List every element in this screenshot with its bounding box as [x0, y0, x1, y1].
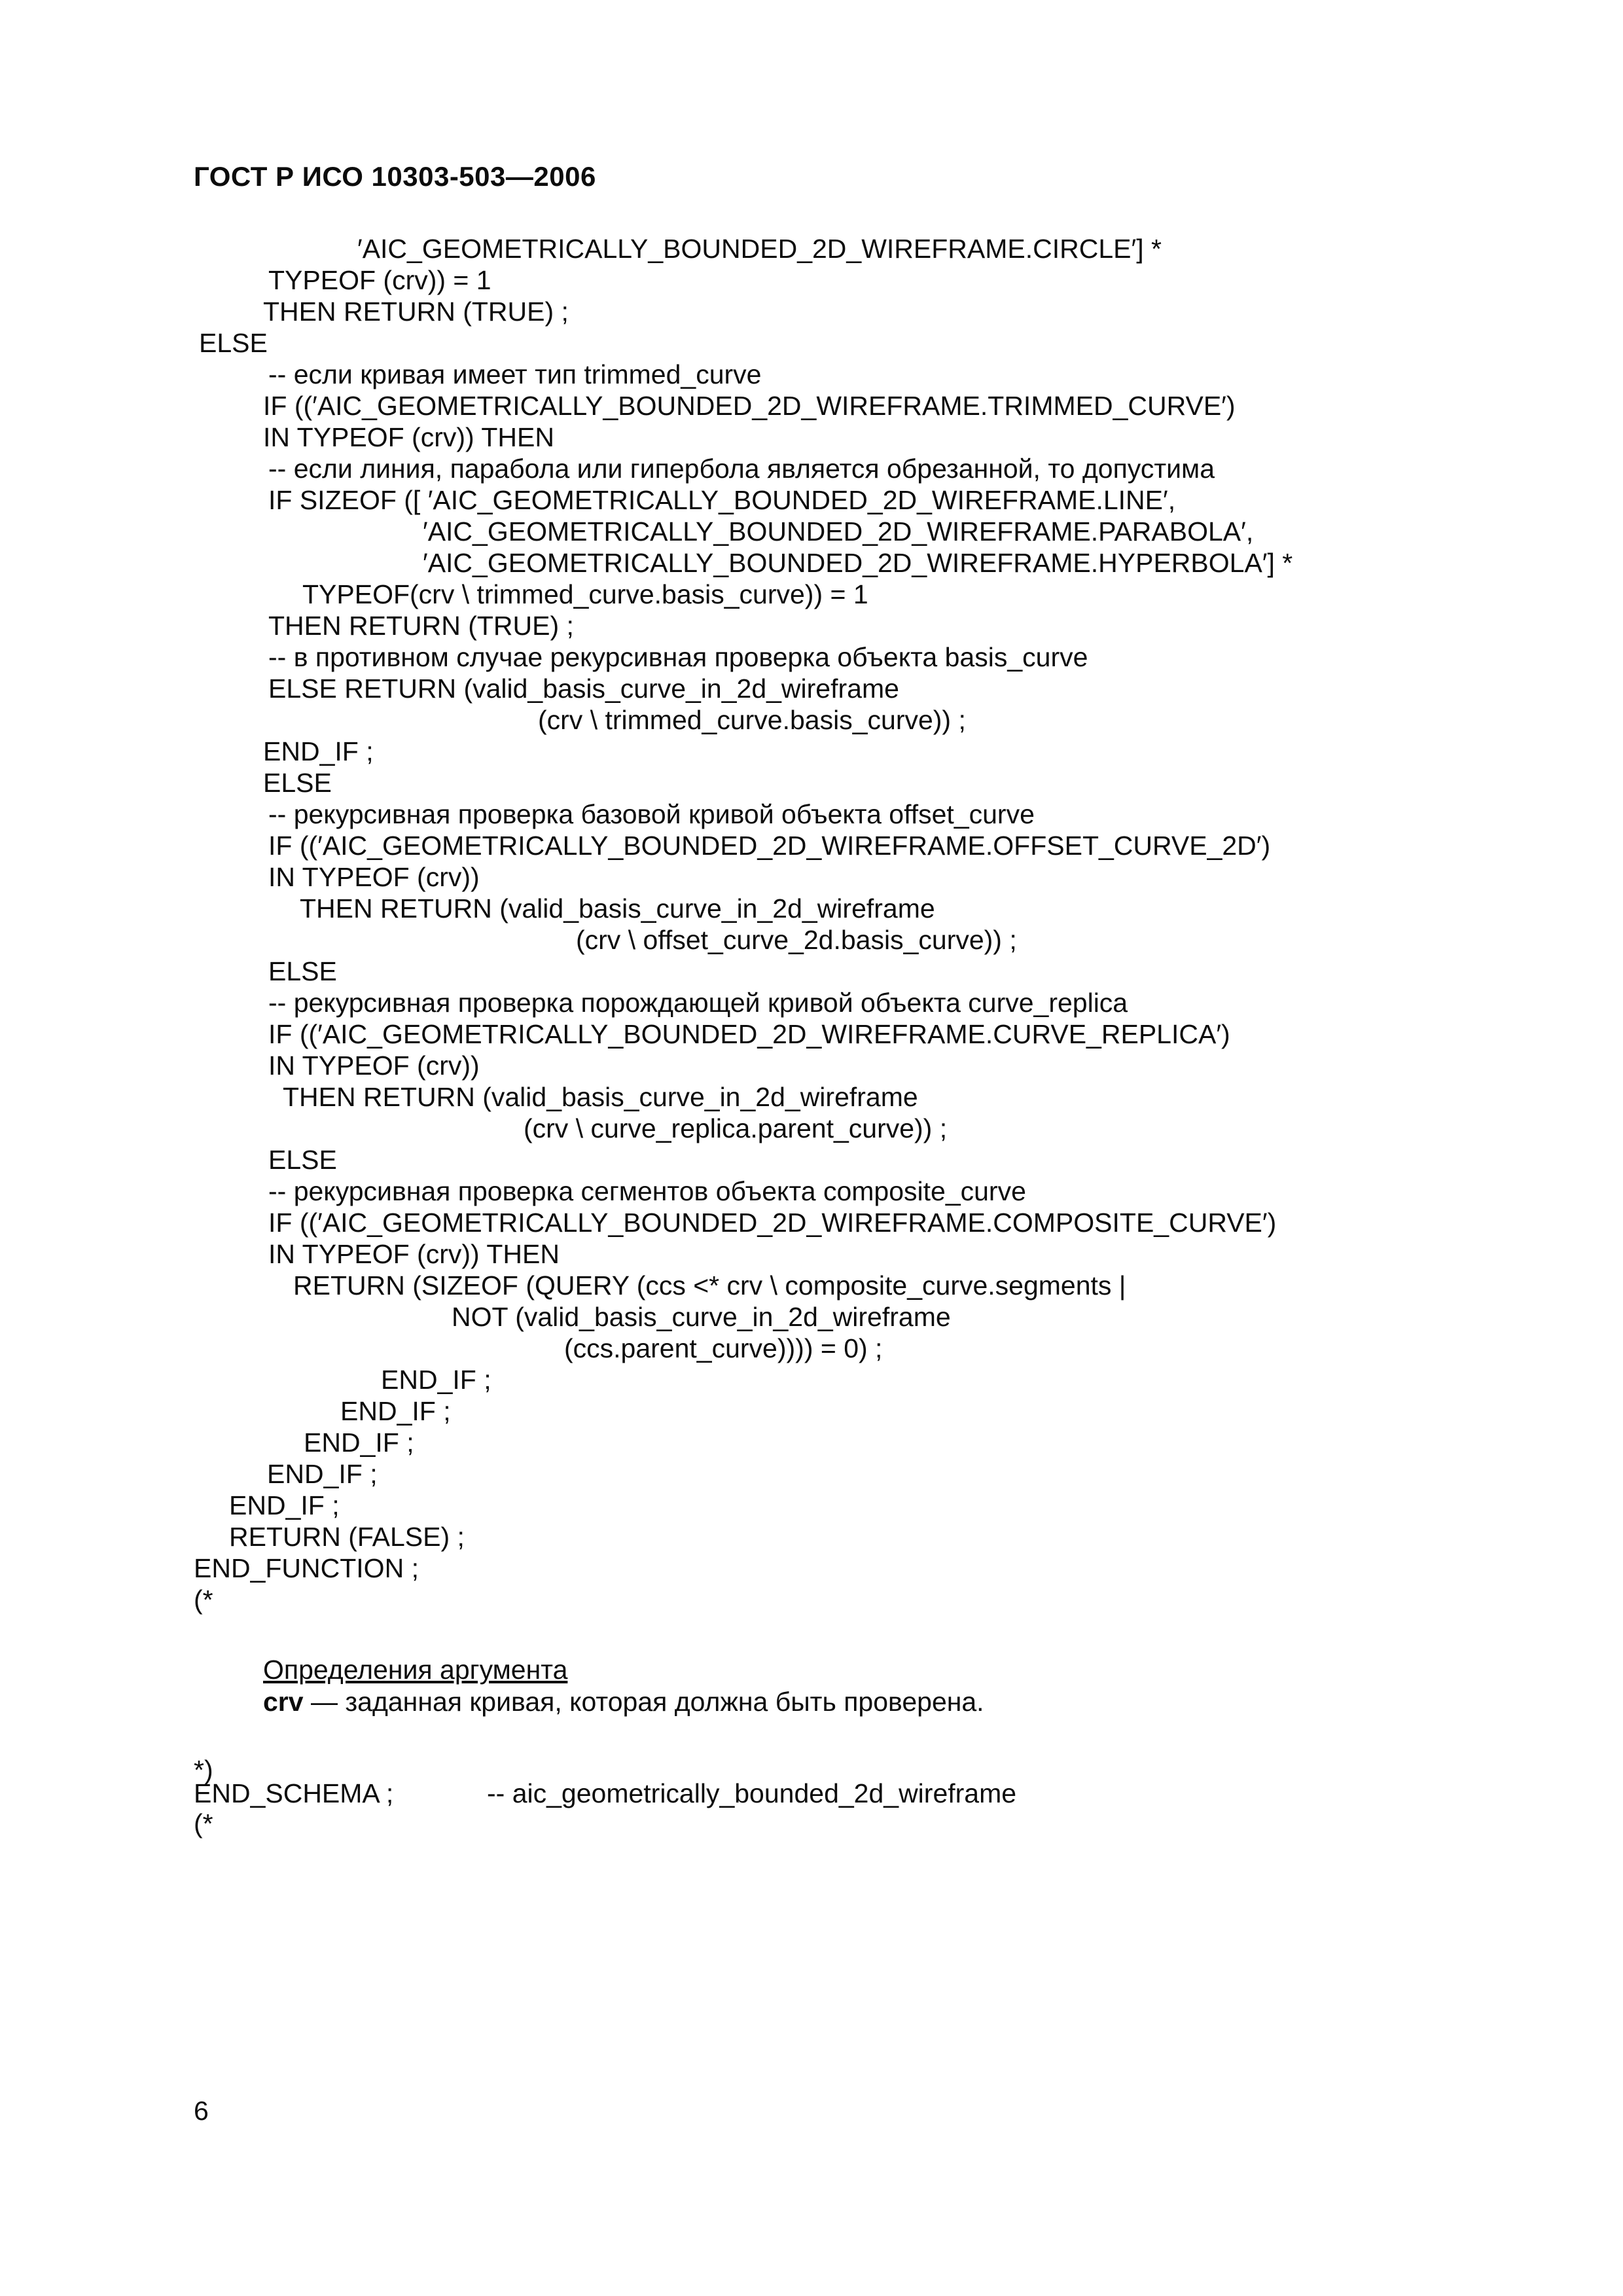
code-line: ELSE RETURN (valid_basis_curve_in_2d_wireframe: [268, 673, 899, 704]
code-line: IN TYPEOF (crv)): [268, 1050, 480, 1081]
code-line: END_IF ;: [267, 1459, 378, 1489]
code-line: ELSE: [268, 1145, 337, 1175]
code-line: ′AIC_GEOMETRICALLY_BOUNDED_2D_WIREFRAME.HYPERBOLA′] *: [423, 548, 1293, 578]
code-line: END_IF ;: [381, 1365, 491, 1395]
definition-text: — заданная кривая, которая должна быть проверена.: [303, 1687, 984, 1717]
code-line: (crv \ trimmed_curve.basis_curve)) ;: [538, 705, 966, 735]
code-line: THEN RETURN (valid_basis_curve_in_2d_wireframe: [300, 893, 935, 924]
code-line: RETURN (FALSE) ;: [229, 1522, 465, 1552]
code-line: END_IF ;: [263, 736, 374, 766]
definitions-heading: Определения аргумента: [263, 1655, 568, 1685]
code-line: (ccs.parent_curve)))) = 0) ;: [564, 1333, 883, 1363]
page-number: 6: [194, 2096, 209, 2126]
schema-name-comment: -- aic_geometrically_bounded_2d_wireframe: [487, 1778, 1017, 1808]
code-line: ′AIC_GEOMETRICALLY_BOUNDED_2D_WIREFRAME.CIRCLE′] *: [357, 234, 1162, 264]
code-line: TYPEOF(crv \ trimmed_curve.basis_curve)) = 1: [302, 579, 868, 609]
code-line: END_IF ;: [229, 1490, 340, 1520]
code-comment: -- в противном случае рекурсивная проверка объекта basis_curve: [268, 642, 1088, 672]
code-comment: -- если кривая имеет тип trimmed_curve: [268, 359, 762, 389]
comment-open: (*: [194, 1808, 213, 1839]
code-line: IF ((′AIC_GEOMETRICALLY_BOUNDED_2D_WIREFRAME.OFFSET_CURVE_2D′): [268, 831, 1271, 861]
definition-item: [263, 1687, 984, 1717]
code-line: IF ((′AIC_GEOMETRICALLY_BOUNDED_2D_WIREFRAME.COMPOSITE_CURVE′): [268, 1208, 1277, 1238]
code-line: ELSE: [268, 956, 337, 986]
code-line: END_IF ;: [304, 1427, 414, 1458]
code-line: TYPEOF (crv)) = 1: [268, 265, 491, 295]
code-line: IN TYPEOF (crv)) THEN: [263, 422, 554, 452]
code-line: IF SIZEOF ([ ′AIC_GEOMETRICALLY_BOUNDED_2D_WIREFRAME.LINE′,: [268, 485, 1176, 515]
code-line: THEN RETURN (valid_basis_curve_in_2d_wireframe: [283, 1082, 918, 1112]
code-line: ELSE: [199, 328, 268, 358]
document-title: ГОСТ Р ИСО 10303-503—2006: [194, 161, 596, 192]
code-line: NOT (valid_basis_curve_in_2d_wireframe: [452, 1302, 951, 1332]
code-line: IF ((′AIC_GEOMETRICALLY_BOUNDED_2D_WIREFRAME.TRIMMED_CURVE′): [263, 391, 1236, 421]
code-line: RETURN (SIZEOF (QUERY (ccs <* crv \ composite_curve.segments |: [293, 1270, 1126, 1300]
code-comment: -- если линия, парабола или гипербола является обрезанной, то допустима: [268, 454, 1215, 484]
code-line: THEN RETURN (TRUE) ;: [263, 296, 569, 327]
code-line: ELSE: [263, 768, 332, 798]
definition-term: crv: [263, 1687, 304, 1717]
code-line: IF ((′AIC_GEOMETRICALLY_BOUNDED_2D_WIREFRAME.CURVE_REPLICA′): [268, 1019, 1230, 1049]
code-line: IN TYPEOF (crv)): [268, 862, 480, 892]
end-schema-line: END_SCHEMA ;: [194, 1778, 394, 1808]
code-comment: -- рекурсивная проверка базовой кривой объекта offset_curve: [268, 799, 1035, 829]
code-line: (*: [194, 1585, 213, 1615]
code-line: (crv \ offset_curve_2d.basis_curve)) ;: [576, 925, 1017, 955]
code-line: IN TYPEOF (crv)) THEN: [268, 1239, 560, 1269]
code-line: END_FUNCTION ;: [194, 1553, 419, 1583]
code-comment: -- рекурсивная проверка порождающей кривой объекта curve_replica: [268, 988, 1128, 1018]
code-line: THEN RETURN (TRUE) ;: [268, 611, 574, 641]
code-line: END_IF ;: [340, 1396, 451, 1426]
code-line: ′AIC_GEOMETRICALLY_BOUNDED_2D_WIREFRAME.PARABOLA′,: [423, 516, 1254, 547]
code-comment: -- рекурсивная проверка сегментов объекта composite_curve: [268, 1176, 1026, 1206]
comment-close: *): [194, 1755, 213, 1785]
code-line: (crv \ curve_replica.parent_curve)) ;: [524, 1113, 948, 1143]
